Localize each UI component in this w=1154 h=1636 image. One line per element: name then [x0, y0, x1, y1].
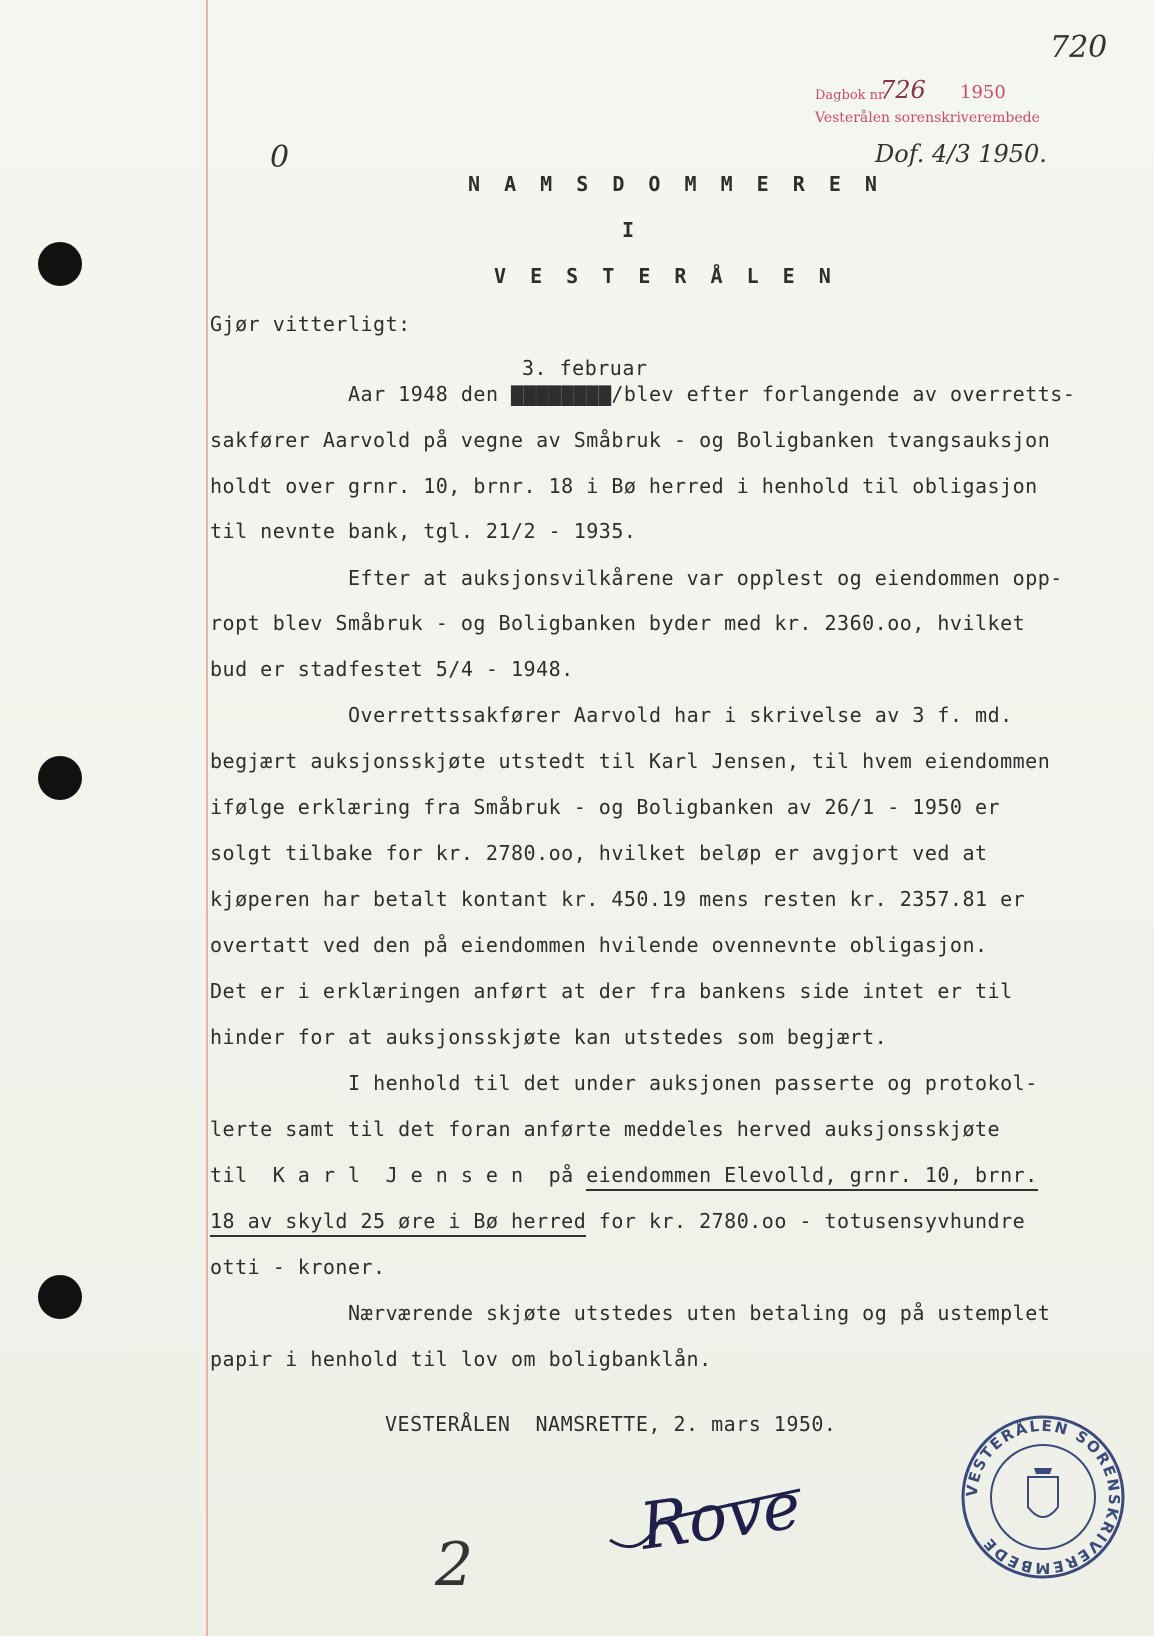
text-line: begjært auksjonsskjøte utstedt til Karl Jensen, til hvem eiendommen: [210, 749, 1051, 773]
text-line: Det er i erklæringen anført at der fra bankens side intet er til: [210, 979, 1013, 1003]
heading-line-2: I: [622, 218, 646, 242]
text-line: solgt tilbake for kr. 2780.oo, hvilket beløp er avgjort ved at: [210, 841, 988, 865]
office-stamp: Vesterålen sorenskriverembede: [815, 110, 1040, 126]
seal-text: VESTERÅLEN SORENSKRIVEREMBEDE: [962, 1416, 1124, 1578]
diary-label: Dagbok nr.: [815, 88, 887, 103]
punch-hole: [38, 1275, 82, 1319]
insertion: 3. februar: [522, 356, 648, 380]
text-line: papir i henhold til lov om boligbanklån.: [210, 1347, 712, 1371]
margin-rule: [206, 0, 208, 1636]
punch-hole: [38, 756, 82, 800]
date-note: Dof. 4/3 1950.: [875, 140, 1047, 168]
underlined-property: 18 av skyld 25 øre i Bø herred: [210, 1209, 586, 1237]
punch-hole: [38, 242, 82, 286]
diary-number: 726: [880, 76, 926, 104]
text-line: til nevnte bank, tgl. 21/2 - 1935.: [210, 519, 637, 543]
text-line: holdt over grnr. 10, brnr. 18 i Bø herred i henhold til obligasjon: [210, 474, 1038, 498]
text-line: hinder for at auksjonsskjøte kan utstedes som begjært.: [210, 1025, 888, 1049]
diary-year: 1950: [960, 82, 1006, 103]
opening: Gjør vitterligt:: [210, 312, 411, 336]
text-line: Efter at auksjonsvilkårene var opplest og eiendommen opp-: [348, 566, 1063, 590]
margin-mark: 0: [270, 140, 290, 175]
text-line: bud er stadfestet 5/4 - 1948.: [210, 657, 574, 681]
corner-mark: 2: [435, 1530, 474, 1600]
text-line: sakfører Aarvold på vegne av Småbruk - og Boligbanken tvangsauksjon: [210, 428, 1051, 452]
heading-line-3: V E S T E R Å L E N: [494, 264, 837, 288]
text-line: Overrettssakfører Aarvold har i skrivelse av 3 f. md.: [348, 703, 1013, 727]
signature: Rove: [635, 1469, 806, 1565]
text-line: I henhold til det under auksjonen passerte og protokol-: [348, 1071, 1038, 1095]
page-number: 720: [1050, 30, 1108, 65]
text-line: ifølge erklæring fra Småbruk - og Boligbanken av 26/1 - 1950 er: [210, 795, 1001, 819]
text-line: otti - kroner.: [210, 1255, 386, 1279]
court-seal: [958, 1412, 1128, 1582]
text-line: kjøperen har betalt kontant kr. 450.19 mens resten kr. 2357.81 er: [210, 887, 1026, 911]
text-line: lerte samt til det foran anførte meddeles herved auksjonsskjøte: [210, 1117, 1001, 1141]
text-line: til K a r l J e n s e n på eiendommen Elevolld, grnr. 10, brnr.: [210, 1163, 1038, 1187]
text-line: 18 av skyld 25 øre i Bø herred for kr. 2780.oo - totusensyvhundre: [210, 1209, 1025, 1233]
text-line: overtatt ved den på eiendommen hvilende ovennevnte obligasjon.: [210, 933, 988, 957]
text-line: ropt blev Småbruk - og Boligbanken byder med kr. 2360.oo, hvilket: [210, 611, 1026, 635]
heading-line-1: N A M S D O M M E R E N: [468, 172, 883, 196]
underlined-property: eiendommen Elevolld, grnr. 10, brnr.: [586, 1163, 1037, 1191]
signature-flourish: [600, 1480, 830, 1560]
text-line: Aar 1948 den ▇▇▇▇▇▇▇▇/blev efter forlangende av overretts-: [348, 382, 1076, 406]
text-line: Nærværende skjøte utstedes uten betaling og på ustemplet: [348, 1301, 1051, 1325]
place-date: VESTERÅLEN NAMSRETTE, 2. mars 1950.: [385, 1412, 837, 1436]
